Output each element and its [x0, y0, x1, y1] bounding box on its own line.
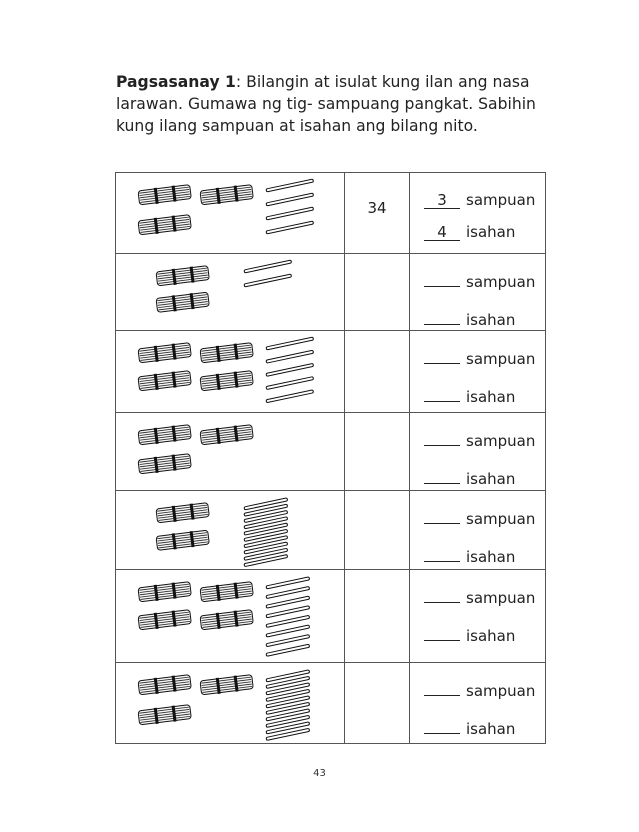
tens-label: sampuan — [466, 510, 536, 528]
ones-line — [424, 624, 515, 645]
exercise-row — [116, 254, 546, 331]
single-stick-icon — [266, 350, 314, 363]
single-stick-icon — [266, 193, 314, 206]
sticks-drawing — [116, 491, 344, 570]
counting-picture — [116, 173, 345, 254]
exercise-row — [116, 331, 546, 413]
single-stick-icon — [266, 179, 314, 192]
tens-label: sampuan — [466, 273, 536, 291]
counting-picture — [116, 570, 345, 663]
place-value-cell — [410, 254, 546, 331]
place-value-cell — [410, 173, 546, 254]
bundle-of-ten-icon — [156, 529, 210, 551]
single-stick-icon — [266, 207, 314, 220]
number-answer: 34 — [367, 199, 387, 217]
number-answer-cell[interactable] — [345, 491, 410, 570]
ones-blank[interactable] — [424, 308, 460, 325]
single-stick-icon — [266, 596, 310, 608]
tens-blank[interactable] — [424, 507, 460, 524]
bundle-of-ten-icon — [156, 502, 210, 524]
ones-label: isahan — [466, 223, 516, 241]
single-stick-icon — [244, 274, 292, 287]
sticks-drawing — [116, 570, 344, 663]
number-answer-cell[interactable] — [345, 254, 410, 331]
ones-line — [424, 308, 515, 329]
bundle-of-ten-icon — [138, 370, 192, 392]
bundle-of-ten-icon — [138, 609, 192, 631]
single-stick-icon — [266, 586, 310, 598]
single-stick-icon — [266, 337, 314, 350]
exercise-row — [116, 413, 546, 491]
exercise-row — [116, 570, 546, 663]
bundle-of-ten-icon — [200, 342, 254, 364]
number-answer-cell[interactable] — [345, 173, 410, 254]
ones-line — [424, 385, 515, 406]
tens-blank[interactable] — [424, 347, 460, 364]
tens-label: sampuan — [466, 191, 536, 209]
ones-label: isahan — [466, 388, 516, 406]
bundle-of-ten-icon — [200, 184, 254, 206]
tens-line — [424, 507, 535, 528]
tens-blank[interactable] — [424, 586, 460, 603]
tens-line — [424, 270, 535, 291]
single-stick-icon — [266, 221, 314, 234]
ones-label: isahan — [466, 627, 516, 645]
instructions — [116, 71, 546, 137]
ones-blank[interactable] — [424, 717, 460, 734]
place-value-cell — [410, 331, 546, 413]
counting-picture — [116, 413, 345, 491]
bundle-of-ten-icon — [138, 581, 192, 603]
place-value-cell — [410, 570, 546, 663]
tens-blank[interactable] — [424, 270, 460, 287]
sticks-drawing — [116, 413, 344, 491]
sticks-drawing — [116, 173, 344, 254]
ones-blank[interactable] — [424, 467, 460, 484]
exercise-row — [116, 491, 546, 570]
place-value-cell — [410, 491, 546, 570]
number-answer-cell[interactable] — [345, 331, 410, 413]
ones-label: isahan — [466, 311, 516, 329]
tens-line — [424, 679, 535, 700]
exercise-row — [116, 663, 546, 744]
tens-line — [424, 429, 535, 450]
single-stick-icon — [266, 635, 310, 647]
tens-label: sampuan — [466, 432, 536, 450]
bundle-of-ten-icon — [200, 674, 254, 696]
bundle-of-ten-icon — [156, 291, 210, 313]
single-stick-icon — [244, 260, 292, 273]
page-number: 43 — [313, 768, 326, 779]
tens-blank[interactable] — [424, 429, 460, 446]
place-value-cell — [410, 413, 546, 491]
ones-blank[interactable] — [424, 624, 460, 641]
ones-blank[interactable] — [424, 545, 460, 562]
counting-picture — [116, 663, 345, 744]
single-stick-icon — [266, 615, 310, 627]
counting-picture — [116, 491, 345, 570]
tens-blank[interactable] — [424, 679, 460, 696]
ones-label: isahan — [466, 548, 516, 566]
single-stick-icon — [266, 377, 314, 390]
bundle-of-ten-icon — [138, 674, 192, 696]
bundle-of-ten-icon — [138, 704, 192, 726]
tens-line — [424, 347, 535, 368]
bundle-of-ten-icon — [200, 581, 254, 603]
exercise-title: Pagsasanay 1 — [116, 73, 236, 91]
ones-line — [424, 223, 515, 241]
tens-line — [424, 586, 535, 607]
exercise-row — [116, 173, 546, 254]
ones-blank[interactable]: 4 — [424, 224, 460, 241]
ones-line — [424, 467, 515, 488]
bundle-of-ten-icon — [138, 424, 192, 446]
bundle-of-ten-icon — [138, 453, 192, 475]
ones-blank[interactable] — [424, 385, 460, 402]
single-stick-icon — [266, 363, 314, 376]
bundle-of-ten-icon — [200, 424, 254, 446]
tens-line — [424, 191, 535, 209]
instruction-text: : Bilangin at isulat kung ilan ang nasa larawan. Gumawa ng tig- sampuang pangkat. Sabihin kung ilang sampuan at isahan ang bilang nito. — [116, 73, 536, 135]
tens-blank[interactable]: 3 — [424, 192, 460, 209]
number-answer-cell[interactable] — [345, 570, 410, 663]
bundle-of-ten-icon — [138, 184, 192, 206]
tens-label: sampuan — [466, 682, 536, 700]
sticks-drawing — [116, 663, 344, 744]
bundle-of-ten-icon — [200, 370, 254, 392]
single-stick-icon — [266, 625, 310, 637]
number-answer-cell[interactable] — [345, 413, 410, 491]
sticks-drawing — [116, 254, 344, 331]
bundle-of-ten-icon — [138, 342, 192, 364]
counting-picture — [116, 254, 345, 331]
counting-picture — [116, 331, 345, 413]
bundle-of-ten-icon — [138, 214, 192, 236]
tens-label: sampuan — [466, 589, 536, 607]
single-stick-icon — [266, 606, 310, 618]
place-value-cell — [410, 663, 546, 744]
bundle-of-ten-icon — [156, 265, 210, 287]
ones-label: isahan — [466, 720, 516, 738]
number-answer-cell[interactable] — [345, 663, 410, 744]
tens-label: sampuan — [466, 350, 536, 368]
bundle-of-ten-icon — [200, 609, 254, 631]
single-stick-icon — [266, 390, 314, 403]
exercise-table — [115, 172, 546, 744]
single-stick-icon — [266, 577, 310, 589]
ones-line — [424, 545, 515, 566]
single-stick-icon — [266, 644, 310, 656]
ones-line — [424, 717, 515, 738]
sticks-drawing — [116, 331, 344, 413]
ones-label: isahan — [466, 470, 516, 488]
